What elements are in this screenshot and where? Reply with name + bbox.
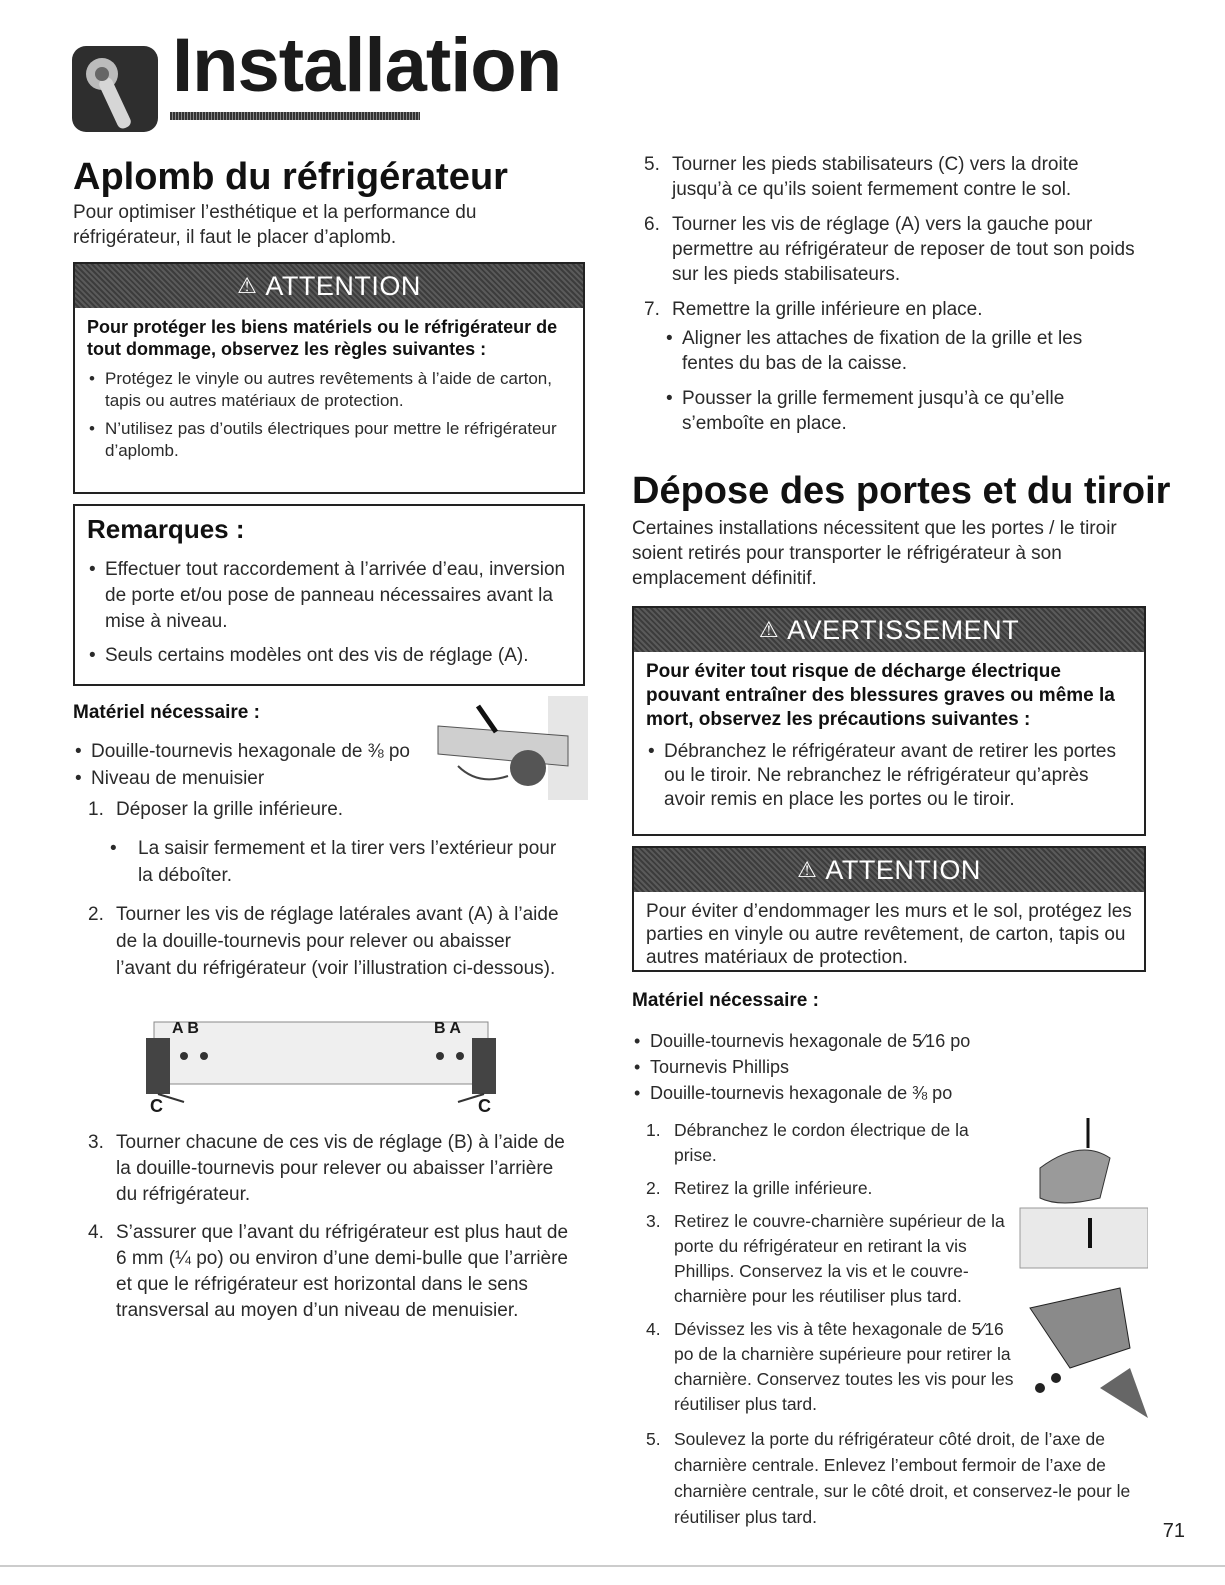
leveling-step-4 — [88, 1220, 578, 1324]
bullet: • — [110, 838, 117, 859]
warning-box — [632, 606, 1146, 836]
warning-triangle-icon: ⚠ — [758, 617, 780, 642]
step-text: La saisir fermement et la tirer vers l’extérieur pour la déboîter. — [138, 838, 557, 886]
step-text: Dévissez les vis à tête hexagonale de 5⁄16 po de la charnière supérieure pour retirer la charnière. Conservez toutes les vis pour les réutiliser plus tard. — [674, 1319, 1014, 1414]
step-text: Remettre la grille inférieure en place. — [672, 299, 983, 320]
attention-label: ATTENTION — [265, 270, 421, 301]
header-underline — [170, 112, 420, 120]
attention-box-right — [632, 846, 1146, 972]
door-step-1 — [646, 1118, 1016, 1168]
attention-text: Pour éviter d’endommager les murs et le sol, protégez les parties en vinyle ou autre revêtement, de carton, tapis ou autres matériaux de protection. — [646, 901, 1132, 968]
remarks-title: Remarques : — [87, 514, 245, 544]
step-text: Déposer la grille inférieure. — [116, 799, 344, 820]
warning-triangle-icon: ⚠ — [797, 857, 818, 882]
attention-header — [634, 848, 1144, 892]
attention-item: • N’utilisez pas d’outils électriques pour mettre le réfrigérateur d’aplomb. — [87, 418, 571, 462]
step-number: 1. — [646, 1120, 661, 1140]
step-number: 4. — [88, 1222, 104, 1243]
materials-title-left: Matériel nécessaire : — [73, 702, 260, 723]
attention-bold-text: Pour protéger les biens matériels ou le réfrigérateur de tout dommage, observez les règles suivantes : — [87, 317, 558, 359]
sub-bullet: • Pousser la grille fermement jusqu’à ce qu’elle s’emboîte en place. — [664, 386, 1134, 436]
material-item: • Niveau de menuisier — [73, 765, 433, 792]
step-text: S’assurer que l’avant du réfrigérateur est plus haut de 6 mm (¼ po) ou environ d’une demi-bulle que l’arrière et que le réfrigérateur est horizontal dans le sens transversal au moyen d’un niveau de menuisier. — [116, 1222, 569, 1321]
remark-item: • Seuls certains modèles ont des vis de réglage (A). — [87, 643, 571, 669]
step-text: Débranchez le cordon électrique de la prise. — [674, 1120, 969, 1165]
leveling-step-1-bullet — [110, 835, 568, 889]
leveling-step-6 — [644, 212, 1144, 287]
diagram-label-ab: A B — [172, 1020, 199, 1037]
leveling-step-1 — [88, 796, 568, 823]
remarks-box — [73, 504, 585, 686]
step-number: 5. — [644, 154, 660, 175]
hinge-removal-illustration — [1000, 1118, 1148, 1430]
attention-header — [75, 264, 583, 308]
door-removal-intro: Certaines installations nécessitent que les portes / le tiroir soient retirés pour transporter le réfrigérateur à son emplacement définitif. — [632, 518, 1117, 589]
leveling-diagram — [144, 1018, 498, 1118]
diagram-label-c-left: C — [150, 1096, 163, 1116]
attention-label: ATTENTION — [825, 854, 981, 885]
step-number: 4. — [646, 1319, 661, 1339]
step-number: 6. — [644, 214, 660, 235]
step-text: Retirez la grille inférieure. — [674, 1178, 873, 1198]
material-item: • Douille-tournevis hexagonale de ⅜ po — [632, 1080, 992, 1106]
leveling-step-3 — [88, 1130, 578, 1208]
warning-bold-text: Pour éviter tout risque de décharge électrique pouvant entraîner des blessures graves ou même la mort, observez les précautions suivantes : — [646, 661, 1115, 730]
step-number: 2. — [646, 1178, 661, 1198]
step-number: 3. — [646, 1211, 661, 1231]
door-step-5 — [646, 1426, 1146, 1530]
diagram-label-ba: B A — [434, 1020, 461, 1037]
step-text: Retirez le couvre-charnière supérieur de la porte du réfrigérateur en retirant la vis Phillips. Conservez la vis et le couvre-charnière pour les réutiliser plus tard. — [674, 1211, 1005, 1306]
warning-header — [634, 608, 1144, 652]
warning-label: AVERTISSEMENT — [787, 614, 1020, 645]
material-item: • Tournevis Phillips — [632, 1054, 992, 1080]
diagram-label-c-right: C — [478, 1096, 491, 1116]
grille-removal-illustration — [418, 696, 588, 800]
attention-item: • Protégez le vinyle ou autres revêtements à l’aide de carton, tapis ou autres matériaux de protection. — [87, 368, 571, 412]
warning-item: • Débranchez le réfrigérateur avant de retirer les portes ou le tiroir. Ne rebranchez le réfrigérateur qu’après avoir remis en place les portes ou le tiroir. — [646, 740, 1132, 812]
sub-bullet: • Aligner les attaches de fixation de la grille et les fentes du bas de la caisse. — [664, 326, 1134, 376]
section-title-leveling: Aplomb du réfrigérateur — [73, 156, 508, 198]
warning-triangle-icon: ⚠ — [237, 273, 258, 298]
step-number: 2. — [88, 904, 104, 925]
leveling-intro: Pour optimiser l’esthétique et la performance du réfrigérateur, il faut le placer d’aplomb. — [73, 202, 477, 248]
step-number: 7. — [644, 299, 660, 320]
material-item: • Douille-tournevis hexagonale de ⅜ po — [73, 738, 433, 765]
step-text: Tourner les vis de réglage latérales avant (A) à l’aide de la douille-tournevis pour relever ou abaisser l’avant du réfrigérateur (voir l’illustration ci-dessous). — [116, 904, 559, 979]
material-item: • Douille-tournevis hexagonale de 5⁄16 po — [632, 1028, 992, 1054]
step-text: Tourner les vis de réglage (A) vers la gauche pour permettre au réfrigérateur de reposer de tout son poids sur les pieds stabilisateurs. — [672, 214, 1135, 285]
step-number: 5. — [646, 1429, 661, 1449]
leveling-step-7 — [644, 297, 1144, 322]
step-text: Tourner les pieds stabilisateurs (C) vers la droite jusqu’à ce qu’ils soient fermement contre le sol. — [672, 154, 1079, 200]
door-step-3 — [646, 1209, 1016, 1309]
remark-item: • Effectuer tout raccordement à l’arrivée d’eau, inversion de porte et/ou pose de panneau nécessaires avant la mise à niveau. — [87, 557, 571, 635]
leveling-step-5 — [644, 152, 1144, 202]
door-step-2 — [646, 1176, 1016, 1201]
step-number: 3. — [88, 1132, 104, 1153]
materials-title-right: Matériel nécessaire : — [632, 990, 819, 1011]
installation-wrench-icon — [72, 46, 158, 132]
page-header-title: Installation — [172, 23, 562, 108]
step-number: 1. — [88, 799, 104, 820]
step-text: Soulevez la porte du réfrigérateur côté droit, de l’axe de charnière centrale. Enlevez l’embout fermoir de l’axe de charnière centrale, sur le côté droit, et conservez-le pour le réutiliser plus tard. — [674, 1429, 1131, 1527]
step-text: Tourner chacune de ces vis de réglage (B) à l’aide de la douille-tournevis pour relever ou abaisser l’arrière du réfrigérateur. — [116, 1132, 565, 1205]
leveling-step-2 — [88, 901, 568, 982]
page-bottom-rule — [0, 1565, 1225, 1567]
attention-box-left — [73, 262, 585, 494]
door-step-4 — [646, 1317, 1016, 1417]
section-title-door-removal: Dépose des portes et du tiroir — [632, 470, 1171, 512]
page-number: 71 — [1162, 1520, 1185, 1542]
